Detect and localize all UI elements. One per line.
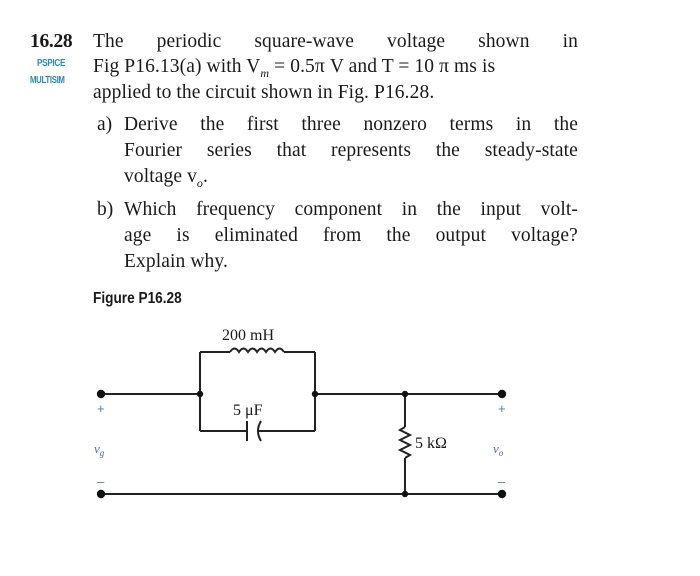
output-voltage-v: v	[493, 441, 499, 456]
part-b-label: b)	[97, 199, 114, 220]
part-a-line-1-word: three	[301, 114, 341, 135]
input-plus-sign: +	[97, 401, 105, 416]
part-b-line-1-word: Which	[124, 199, 177, 220]
problem-line-3: applied to the circuit shown in Fig. P16.28.	[93, 82, 435, 103]
input-voltage-v: v	[94, 441, 100, 456]
problem-line-2-text: Fig P16.13(a) with V	[93, 56, 261, 77]
problem-line-2-rest: = 0.5π V and T = 10 π ms is	[269, 56, 496, 77]
part-a-line-2-word: that	[276, 140, 307, 161]
part-a-label: a)	[97, 114, 113, 135]
part-b-line-1-word: in	[401, 199, 418, 220]
part-b-line-2-word: the	[386, 225, 411, 246]
part-b-line-3: Explain why.	[124, 251, 228, 272]
part-a-line-3-end: .	[203, 166, 209, 187]
multisim-tag: MULTISIM	[30, 75, 65, 86]
input-voltage-sub: g	[99, 448, 105, 458]
output-terminal-top	[498, 390, 506, 398]
node-lc-right	[312, 391, 318, 397]
part-a-line-2-word: the	[435, 140, 460, 161]
part-b-line-1-word: input	[480, 199, 522, 220]
part-b-line-1-word: the	[436, 199, 461, 220]
output-voltage-label	[493, 441, 504, 458]
problem-line-1-word: periodic	[156, 31, 222, 52]
part-b-line-2-word: is	[176, 225, 190, 246]
part-a-line-2-word: series	[206, 140, 252, 161]
figure-caption: Figure P16.28	[93, 290, 182, 307]
problem-line-1-word: The	[93, 31, 124, 52]
part-b-line-2-word: from	[323, 225, 362, 246]
problem-line-1-word: voltage	[387, 31, 446, 52]
vo-subscript: o	[196, 175, 204, 190]
vm-subscript: m	[260, 65, 270, 80]
resistor-label: 5 kΩ	[415, 435, 447, 452]
part-a-line-1-word: nonzero	[363, 114, 427, 135]
node-resistor-bottom	[402, 491, 408, 497]
input-terminal-top	[97, 390, 105, 398]
part-a-line-1-word: Derive	[124, 114, 178, 135]
problem-number: 16.28	[30, 31, 73, 52]
output-terminal-bottom	[498, 490, 506, 498]
part-a-line-1-word: the	[200, 114, 225, 135]
part-b-line-1-word: component	[294, 199, 383, 220]
node-resistor-top	[402, 391, 408, 397]
part-b-line-1-word: frequency	[196, 199, 275, 220]
output-voltage-sub: o	[498, 448, 504, 458]
problem-line-1-word: square-wave	[254, 31, 354, 52]
part-b-line-2-word: eliminated	[214, 225, 298, 246]
inductor-coil	[230, 349, 284, 353]
problem-line-1-word: shown	[478, 31, 530, 52]
problem-line-1-word: in	[562, 31, 578, 52]
node-lc-left	[197, 391, 203, 397]
part-b-line-2-word: age	[124, 225, 152, 246]
capacitor-label: 5 μF	[233, 402, 263, 419]
part-b-line-2-word: voltage?	[511, 225, 578, 246]
part-a-line-1-word: in	[515, 114, 532, 135]
input-minus-sign: –	[97, 474, 105, 489]
pspice-tag: PSPICE	[37, 58, 66, 69]
output-plus-sign: +	[498, 401, 506, 416]
part-a-line-2-word: steady-state	[484, 140, 578, 161]
resistor-zigzag	[400, 427, 410, 458]
input-voltage-label	[94, 441, 105, 458]
part-a-line-3-text: voltage v	[124, 166, 197, 187]
part-b-line-2-word: output	[435, 225, 487, 246]
output-minus-sign: –	[498, 474, 506, 489]
part-a-line-1-word: the	[553, 114, 578, 135]
part-a-line-2-word: Fourier	[124, 140, 183, 161]
inductor-label: 200 mH	[222, 327, 274, 344]
part-a-line-1-word: terms	[449, 114, 494, 135]
part-b-line-1-word: volt-	[540, 199, 578, 220]
input-terminal-bottom	[97, 490, 105, 498]
part-a-line-1-word: first	[246, 114, 279, 135]
part-a-line-2-word: represents	[331, 140, 412, 161]
